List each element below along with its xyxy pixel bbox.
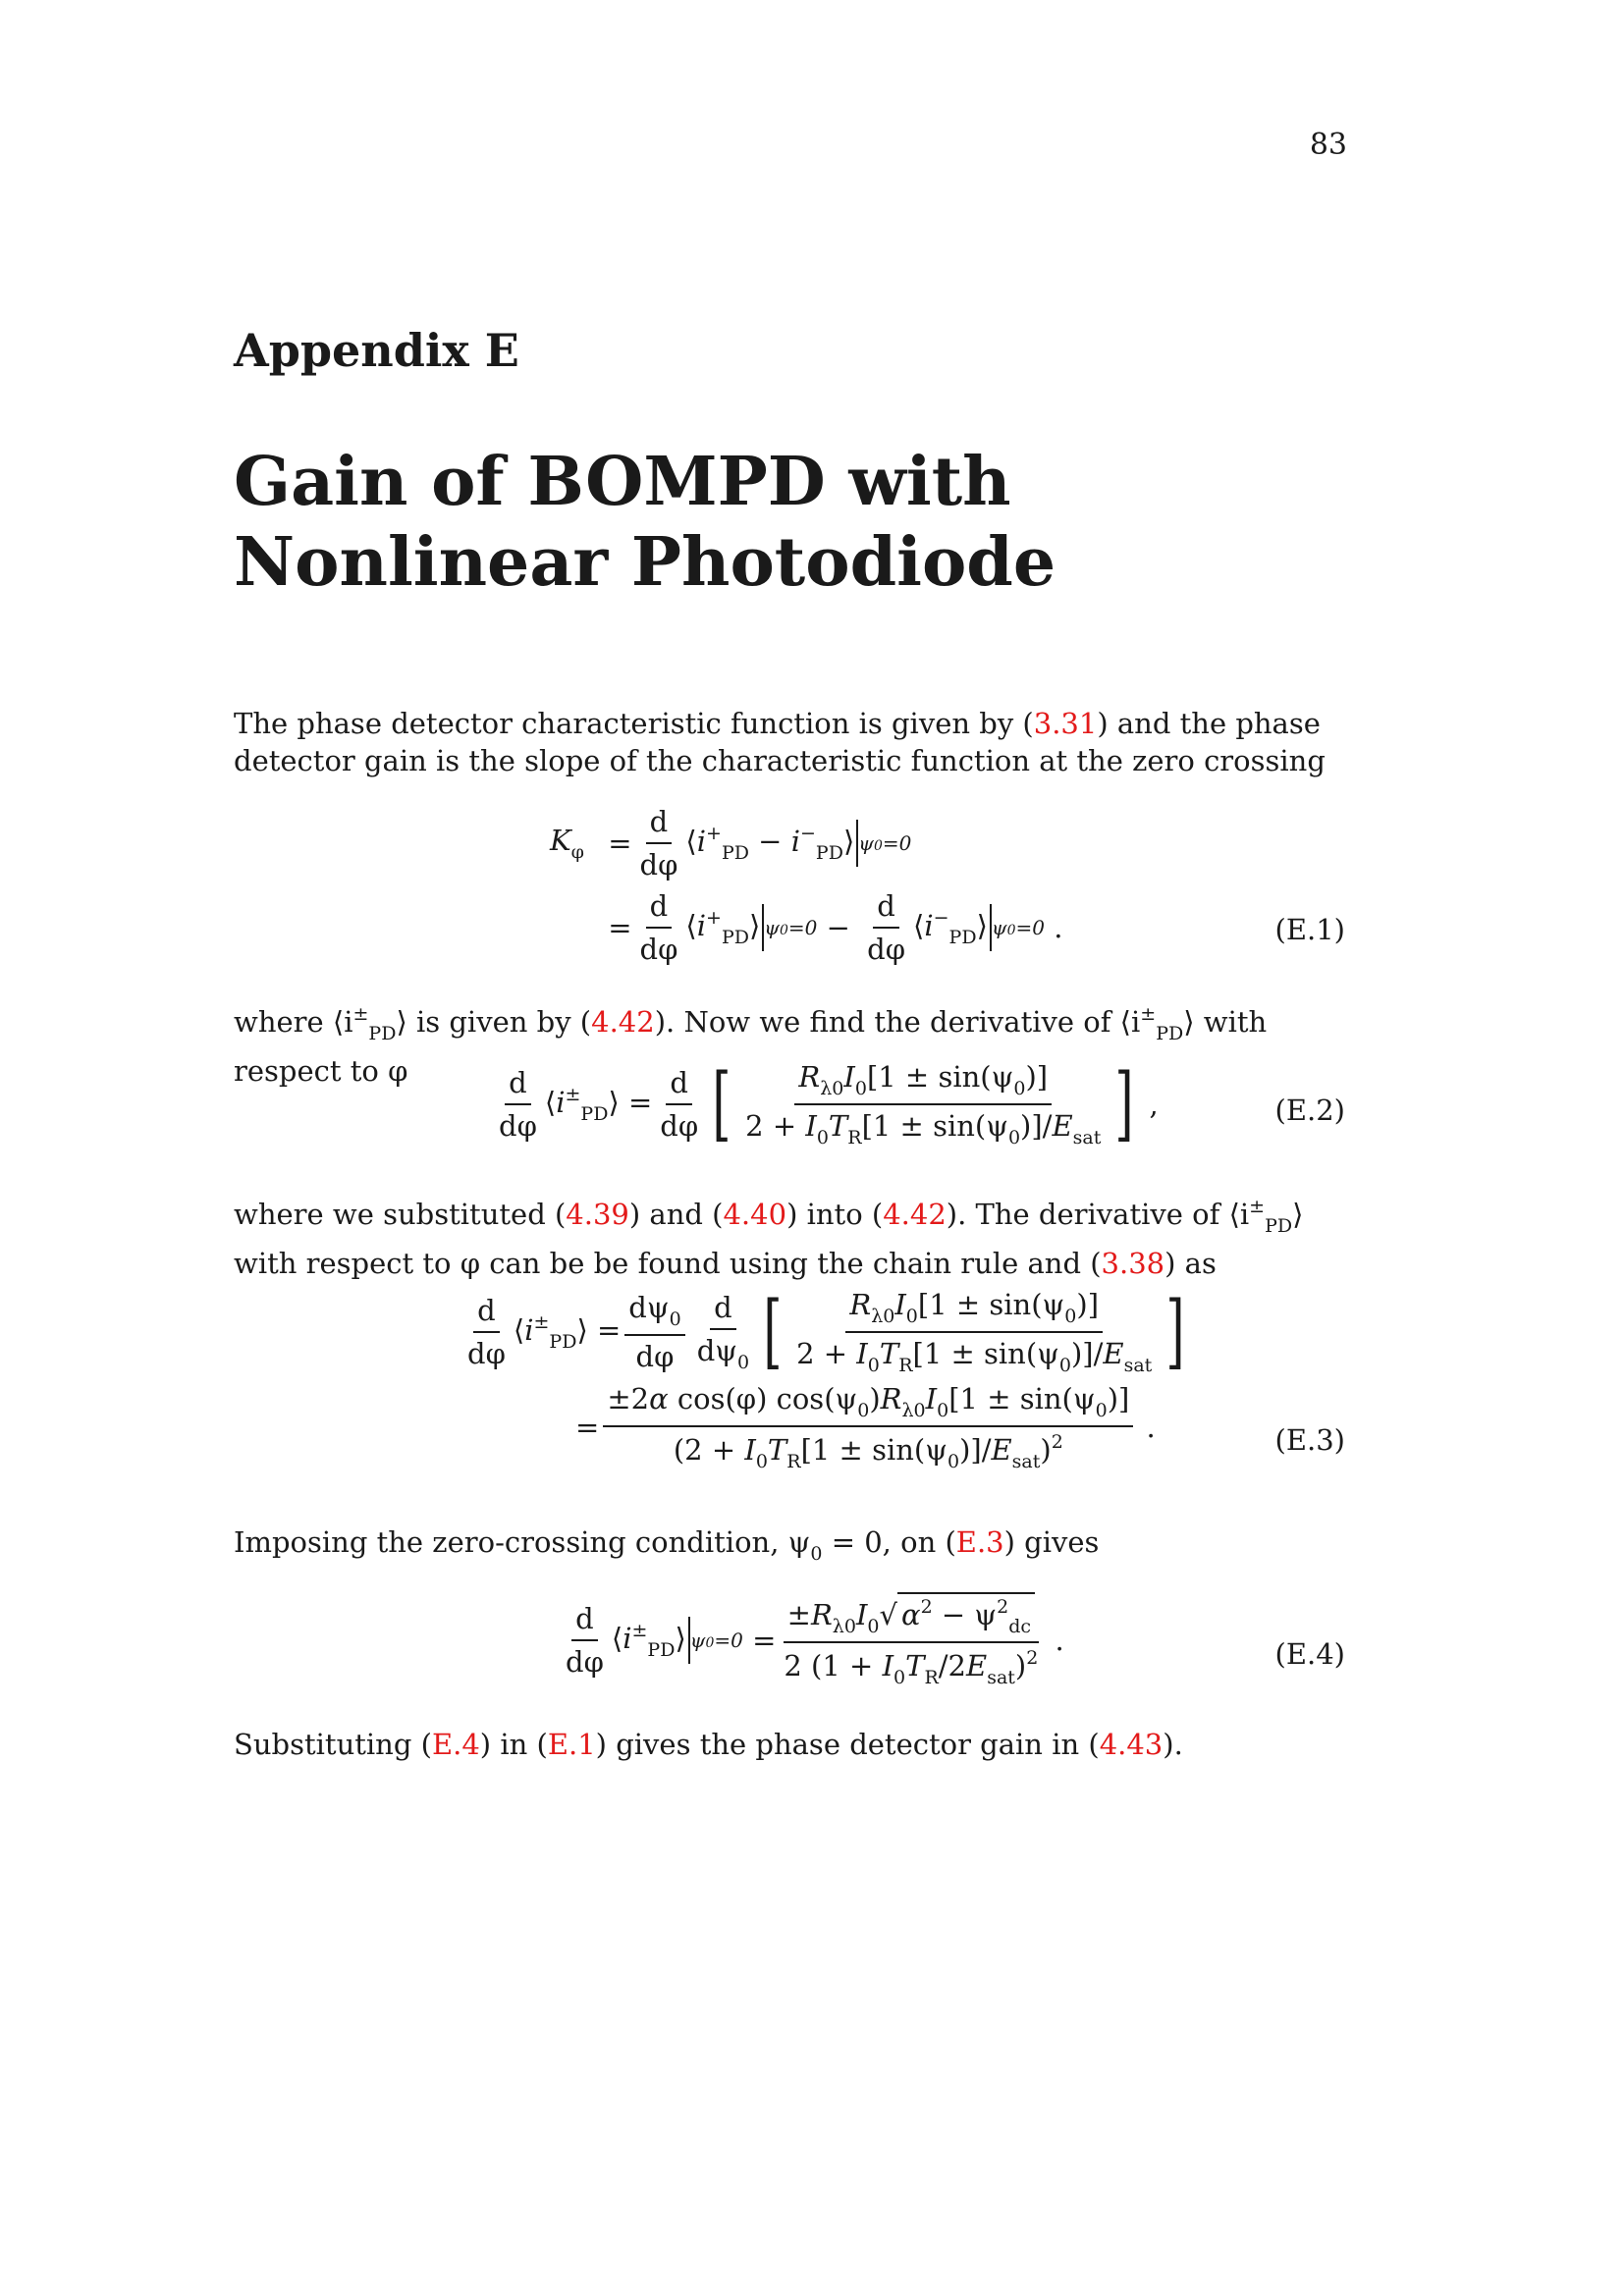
ref-link[interactable]: 4.39: [566, 1198, 629, 1231]
paragraph-substitution: where we substituted (4.39) and (4.40) into (4.42). The derivative of $⟨i^\pm_{PD}⟩$ with respect to φ can be be found using the chain rule and (3.38) as: [234, 1196, 1304, 1280]
paragraph-conclusion: Substituting (E.4) in (E.1) gives the phase detector gain in (4.43).: [234, 1728, 1183, 1761]
equation-number-e4: (E.4): [1274, 1637, 1345, 1671]
equation-number-e1: (E.1): [1274, 913, 1345, 946]
ref-link[interactable]: 3.31: [1033, 707, 1098, 740]
page-number: 83: [1309, 128, 1347, 162]
ref-link[interactable]: E.4: [431, 1728, 480, 1761]
ref-link[interactable]: E.3: [955, 1525, 1004, 1559]
equation-e2: $\frac{d}{d\varphi}$ $⟨i^\pm_{PD}⟩$ = $\frac{d}{d\varphi}$ [ $\frac{R_{\lambda 0}I_0[1 \pm \sin(\psi_0)]}{2 + I_0T_R[1 \pm \sin(\psi_0)]/E_{sat}}$ ] ,: [499, 1057, 1159, 1150]
ref-link[interactable]: 4.43: [1099, 1728, 1164, 1761]
ref-link[interactable]: 4.40: [723, 1198, 787, 1231]
paragraph-zero-crossing: Imposing the zero-crossing condition, $\psi_0 = 0$, on (E.3) gives: [234, 1525, 1100, 1565]
equation-e1: $K_\varphi$ = $\frac{d}{d\varphi}$ $⟨i^+_{PD}$ − $i^-_{PD}⟩$ ψ0=0 = $\frac{d}{d\varphi}$ $⟨i^+_{PD}⟩$ ψ0=0 − $\frac{d}{d\varphi}$ $⟨i^-_{PD}⟩$ ψ0=0 .: [550, 805, 1063, 966]
chapter-title: Gain of BOMPD with Nonlinear Photodiode: [234, 443, 1056, 602]
paragraph-intro: The phase detector characteristic function is given by (3.31) and the phase detector gain is the slope of the characteristic function at the zero crossing: [234, 707, 1326, 777]
equation-number-e3: (E.3): [1274, 1423, 1345, 1457]
ref-link[interactable]: 4.42: [591, 1005, 655, 1039]
ref-link[interactable]: E.1: [547, 1728, 596, 1761]
equation-number-e2: (E.2): [1274, 1094, 1345, 1127]
ref-link[interactable]: 3.38: [1101, 1247, 1165, 1280]
equation-e3: $\frac{d}{d\varphi}$ $⟨i^\pm_{PD}⟩$ = $\frac{d\psi_0}{d\varphi}$ $\frac{d}{d\psi_0}$ [ $\frac{R_{\lambda 0}I_0[1 \pm \sin(\psi_0)]}{2 + I_0T_R[1 \pm \sin(\psi_0)]/E_{sat}}$ ] = $\frac{\pm 2\alpha \cos(\varphi) \cos(\psi_0)R_{\lambda 0}I_0[1 \pm \sin(\psi_0)]}{(2 + I_0T_R[1 \pm \sin(\psi_0)]/E_{sat})^2}$ .: [467, 1285, 1185, 1472]
ref-link[interactable]: 4.42: [883, 1198, 947, 1231]
paragraph-derivative: where $⟨i^\pm_{PD}⟩$ is given by (4.42). Now we find the derivative of $⟨i^\pm_{PD}⟩$ with respect to φ: [234, 1003, 1268, 1088]
equation-e4: $\frac{d}{d\varphi}$ $⟨i^\pm_{PD}⟩$ ψ0=0 = $\frac{\pm R_{\lambda 0}I_0√ \alpha^2 - \psi^2_{dc}}{2 (1 + I_0T_R/2E_{sat})^2}$ .: [558, 1592, 1064, 1688]
chapter-label: Appendix E: [234, 324, 519, 377]
